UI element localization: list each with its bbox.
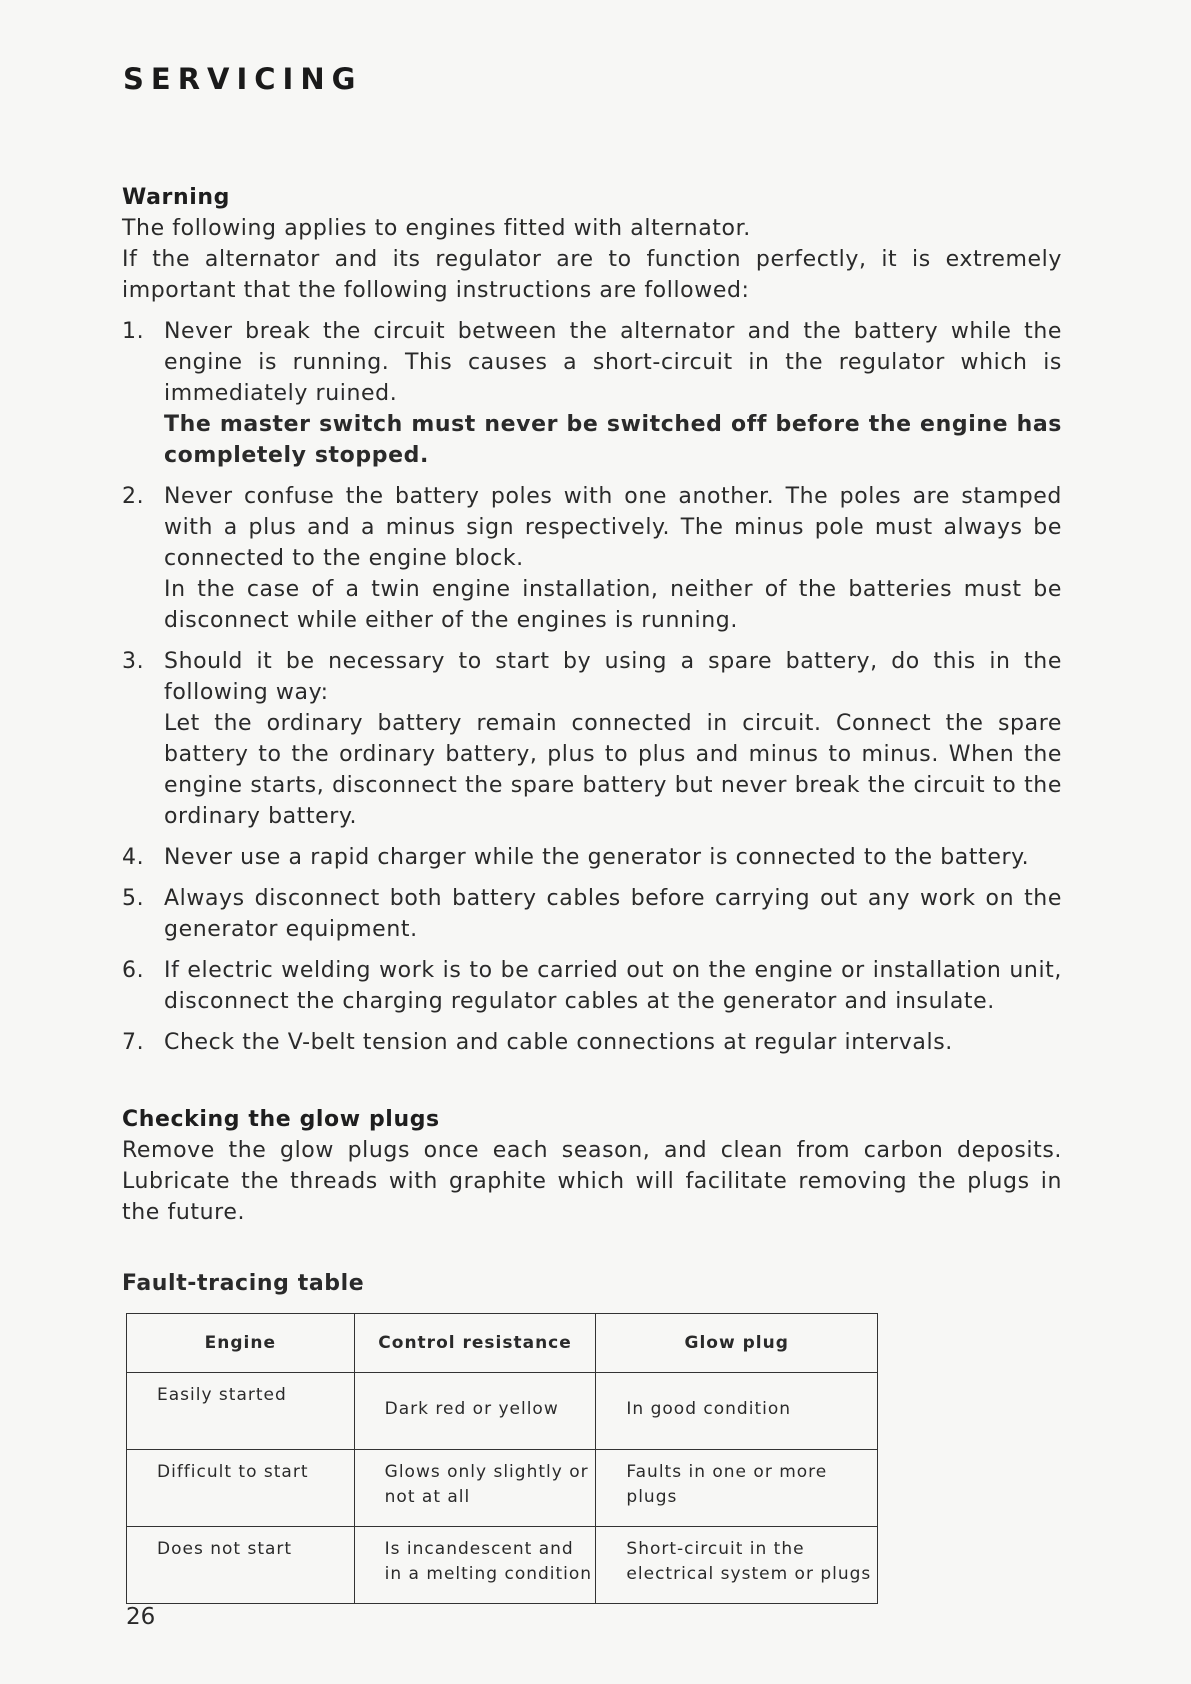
header-control-resistance: Control resistance — [354, 1314, 596, 1373]
rule-text: Check the V-belt tension and cable connections at regular intervals. — [164, 1030, 953, 1055]
rule-text: Never use a rapid charger while the generator is connected to the battery. — [164, 845, 1030, 870]
table-row — [127, 1527, 878, 1604]
rule-number: 2. — [122, 484, 145, 509]
rule-note: Let the ordinary battery remain connected in circuit. Connect the spare battery to the ordinary battery, plus to plus and minus to minus. When the engine starts, disconnect the spare battery but never break the circuit to the ordinary battery. — [164, 711, 1062, 829]
rule-number: 5. — [122, 886, 145, 911]
rule-text: Never confuse the battery poles with one another. The poles are stamped with a plus and a minus sign respectively. The minus pole must always be connected to the engine block. — [164, 484, 1062, 571]
rules-list — [122, 316, 1062, 1058]
rule-item — [122, 481, 1062, 636]
glow-plugs-text: Remove the glow plugs once each season, and clean from carbon deposits. Lubricate the threads with graphite which will facilitate removing the plugs in the future. — [122, 1138, 1062, 1225]
table-cell: Dark red or yellow — [354, 1373, 596, 1450]
rule-number: 3. — [122, 649, 145, 674]
table-row — [127, 1373, 878, 1450]
warning-line-1: The following applies to engines fitted with alternator. — [122, 216, 751, 241]
rule-item — [122, 316, 1062, 471]
rule-item — [122, 1027, 1062, 1058]
table-cell: Is incandescent and in a melting condition — [354, 1527, 596, 1604]
table-row — [127, 1450, 878, 1527]
table-cell: Difficult to start — [127, 1450, 355, 1527]
rule-item — [122, 955, 1062, 1017]
rule-note: In the case of a twin engine installation, neither of the batteries must be disconnect while either of the engines is running. — [164, 577, 1062, 633]
rule-number: 6. — [122, 958, 145, 983]
rule-item — [122, 883, 1062, 945]
warning-heading: Warning — [122, 185, 230, 210]
rule-number: 4. — [122, 845, 145, 870]
rule-text: Should it be necessary to start by using a spare battery, do this in the following way: — [164, 649, 1062, 705]
table-cell: Faults in one or more plugs — [596, 1450, 878, 1527]
table-cell: Short-circuit in the electrical system or plugs — [596, 1527, 878, 1604]
fault-table — [126, 1313, 878, 1604]
header-engine: Engine — [127, 1314, 355, 1373]
rule-text: If electric welding work is to be carried out on the engine or installation unit, disconnect the charging regulator cables at the generator and insulate. — [164, 958, 1062, 1014]
table-cell: In good condition — [596, 1373, 878, 1450]
page-number: 26 — [126, 1604, 156, 1630]
table-cell: Easily started — [127, 1373, 355, 1450]
glow-plugs-heading: Checking the glow plugs — [122, 1107, 440, 1132]
table-cell: Glows only slightly or not at all — [354, 1450, 596, 1527]
page-content — [122, 182, 1062, 1604]
rule-note: The master switch must never be switched off before the engine has completely stopped. — [164, 412, 1062, 468]
page-title: SERVICING — [123, 62, 363, 96]
fault-table-title: Fault-tracing table — [122, 1271, 365, 1296]
rule-text: Never break the circuit between the alternator and the battery while the engine is running. This causes a short-circuit in the regulator which is immediately ruined. — [164, 319, 1062, 406]
rule-number: 1. — [122, 319, 145, 344]
warning-line-2: If the alternator and its regulator are to function perfectly, it is extremely important that the following instructions are followed: — [122, 247, 1062, 303]
table-header-row — [127, 1314, 878, 1373]
header-glow-plug: Glow plug — [596, 1314, 878, 1373]
rule-item — [122, 646, 1062, 832]
rule-text: Always disconnect both battery cables before carrying out any work on the generator equipment. — [164, 886, 1062, 942]
table-cell: Does not start — [127, 1527, 355, 1604]
rule-number: 7. — [122, 1030, 145, 1055]
rule-item — [122, 842, 1062, 873]
